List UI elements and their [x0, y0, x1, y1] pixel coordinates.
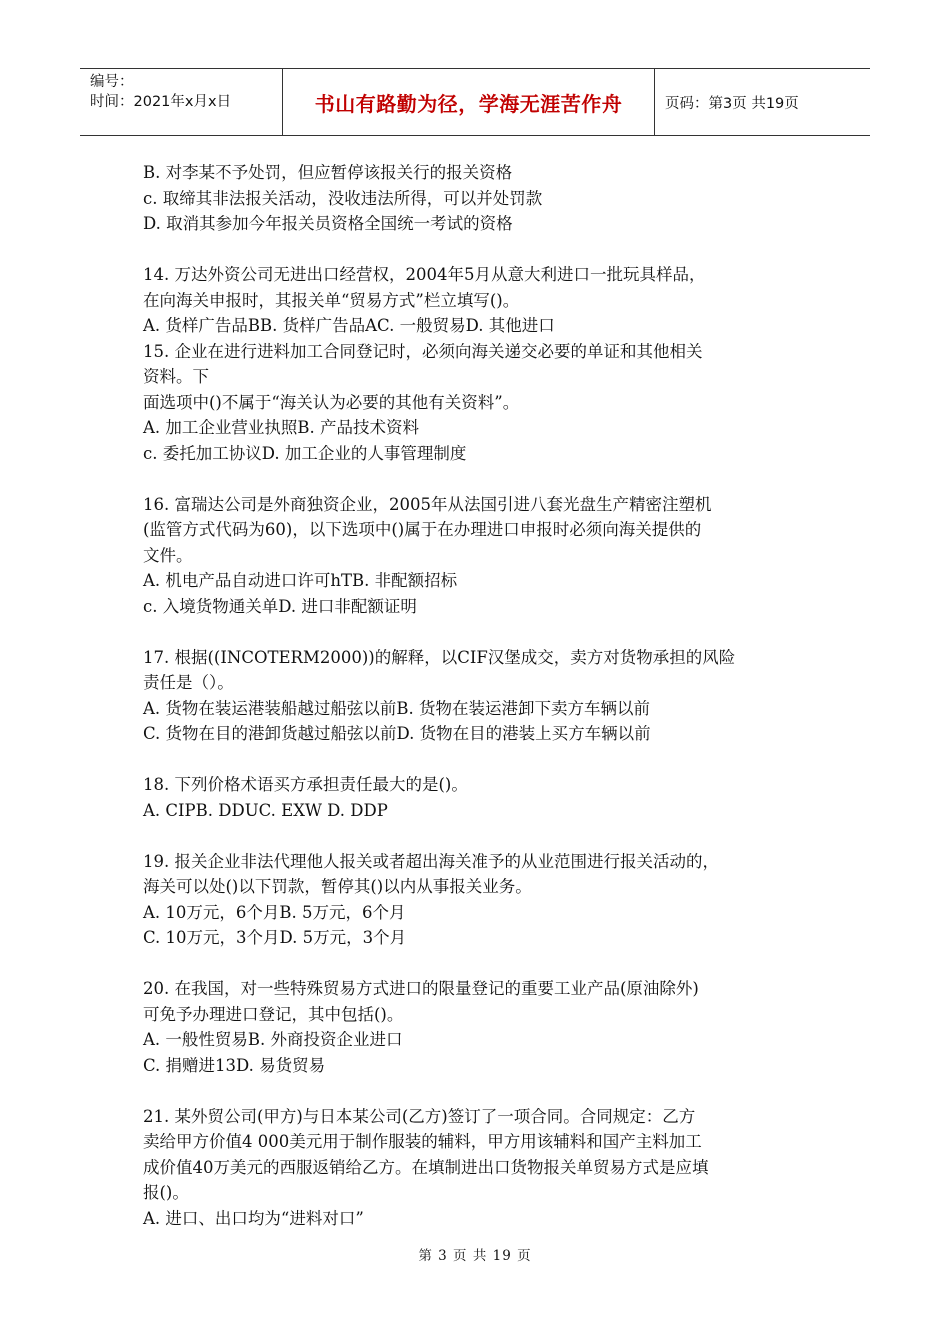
- text-line: 卖给甲方价值4 000美元用于制作服装的辅料，甲方用该辅料和国产主料加工: [143, 1132, 702, 1151]
- text-line: C. 货物在目的港卸货越过船弦以前D. 货物在目的港装上买方车辆以前: [143, 724, 651, 743]
- text-line: 面选项中()不属于“海关认为必要的其他有关资料”。: [143, 392, 520, 412]
- text-line: 文件。: [143, 545, 193, 565]
- text-line: C. 10万元，3个月D. 5万元，3个月: [143, 928, 407, 947]
- text-line: 责任是（）。: [143, 673, 234, 692]
- text-line: 可免予办理进口登记，其中包括()。: [143, 1004, 404, 1024]
- text-line: c. 取缔其非法报关活动，没收违法所得，可以并处罚款: [143, 188, 543, 208]
- text-line: 成价值40万美元的西服返销给乙方。在填制进出口货物报关单贸易方式是应填: [143, 1157, 709, 1177]
- header-motto: 书山有路勤为径，学海无涯苦作舟: [283, 69, 655, 135]
- text-line: 18. 下列价格术语买方承担责任最大的是()。: [143, 775, 468, 794]
- text-line: D. 取消其参加今年报关员资格全国统一考试的资格: [143, 214, 513, 233]
- text-line: 在向海关申报时，其报关单“贸易方式”栏立填写()。: [143, 290, 520, 310]
- text-line: A. 货物在装运港装船越过船弦以前B. 货物在装运港卸下卖方车辆以前: [143, 698, 651, 718]
- text-line: 海关可以处()以下罚款，暂停其()以内从事报关业务。: [143, 877, 532, 896]
- page-footer: 第 3 页 共 19 页: [418, 1248, 532, 1264]
- blank-line: [143, 1078, 813, 1104]
- text-line: A. 货样广告品BB. 货样广告品AC. 一般贸易D. 其他进口: [143, 316, 555, 335]
- text-line: 15. 企业在进行进料加工合同登记时，必须向海关递交必要的单证和其他相关: [143, 341, 703, 361]
- text-line: A. 机电产品自动进口许可hTB. 非配额招标: [143, 571, 458, 590]
- date-label: 时间：2021年x月x日: [90, 94, 232, 110]
- text-line: A. 进口、出口均为“进料对口”: [143, 1208, 364, 1228]
- text-line: (监管方式代码为60)，以下选项中()属于在办理进口申报时必须向海关提供的: [143, 520, 702, 539]
- text-line: c. 委托加工协议D. 加工企业的人事管理制度: [143, 443, 467, 463]
- text-line: A. 10万元，6个月B. 5万元，6个月: [143, 902, 406, 922]
- text-line: c. 入境货物通关单D. 进口非配额证明: [143, 596, 417, 616]
- blank-line: [143, 747, 813, 773]
- document-body: [143, 160, 813, 1231]
- text-line: 21. 某外贸公司(甲方)与日本某公司(乙方)签订了一项合同。合同规定：乙方: [143, 1106, 696, 1126]
- number-label: 编号：: [90, 74, 134, 90]
- text-line: 20. 在我国，对一些特殊贸易方式进口的限量登记的重要工业产品(原油除外): [143, 979, 699, 998]
- text-line: 14. 万达外资公司无进出口经营权，2004年5月从意大利进口一批玩具样品，: [143, 265, 706, 284]
- text-line: 17. 根据((INCOTERM2000))的解释，以CIF汉堡成交，卖方对货物承担的风险: [143, 647, 736, 667]
- text-line: B. 对李某不予处罚，但应暂停该报关行的报关资格: [143, 163, 513, 182]
- text-line: A. 加工企业营业执照B. 产品技术资料: [143, 418, 420, 437]
- text-line: 16. 富瑞达公司是外商独资企业，2005年从法国引进八套光盘生产精密注塑机: [143, 494, 712, 514]
- blank-line: [143, 619, 813, 645]
- header-meta: [80, 69, 283, 135]
- header-page-info: 页码：第3页 共19页: [665, 95, 799, 112]
- text-line: C. 捐赠进13D. 易货贸易: [143, 1055, 326, 1075]
- blank-line: [143, 237, 813, 263]
- text-line: 19. 报关企业非法代理他人报关或者超出海关准予的从业范围进行报关活动的，: [143, 851, 719, 871]
- text-line: A. CIPB. DDUC. EXW D. DDP: [143, 800, 388, 820]
- blank-line: [143, 823, 813, 849]
- blank-line: [143, 466, 813, 492]
- blank-line: [143, 951, 813, 977]
- text-line: 报()。: [143, 1183, 189, 1202]
- text-line: 资料。下: [143, 367, 209, 386]
- page-header: [80, 68, 870, 136]
- text-line: A. 一般性贸易B. 外商投资企业进口: [143, 1030, 403, 1049]
